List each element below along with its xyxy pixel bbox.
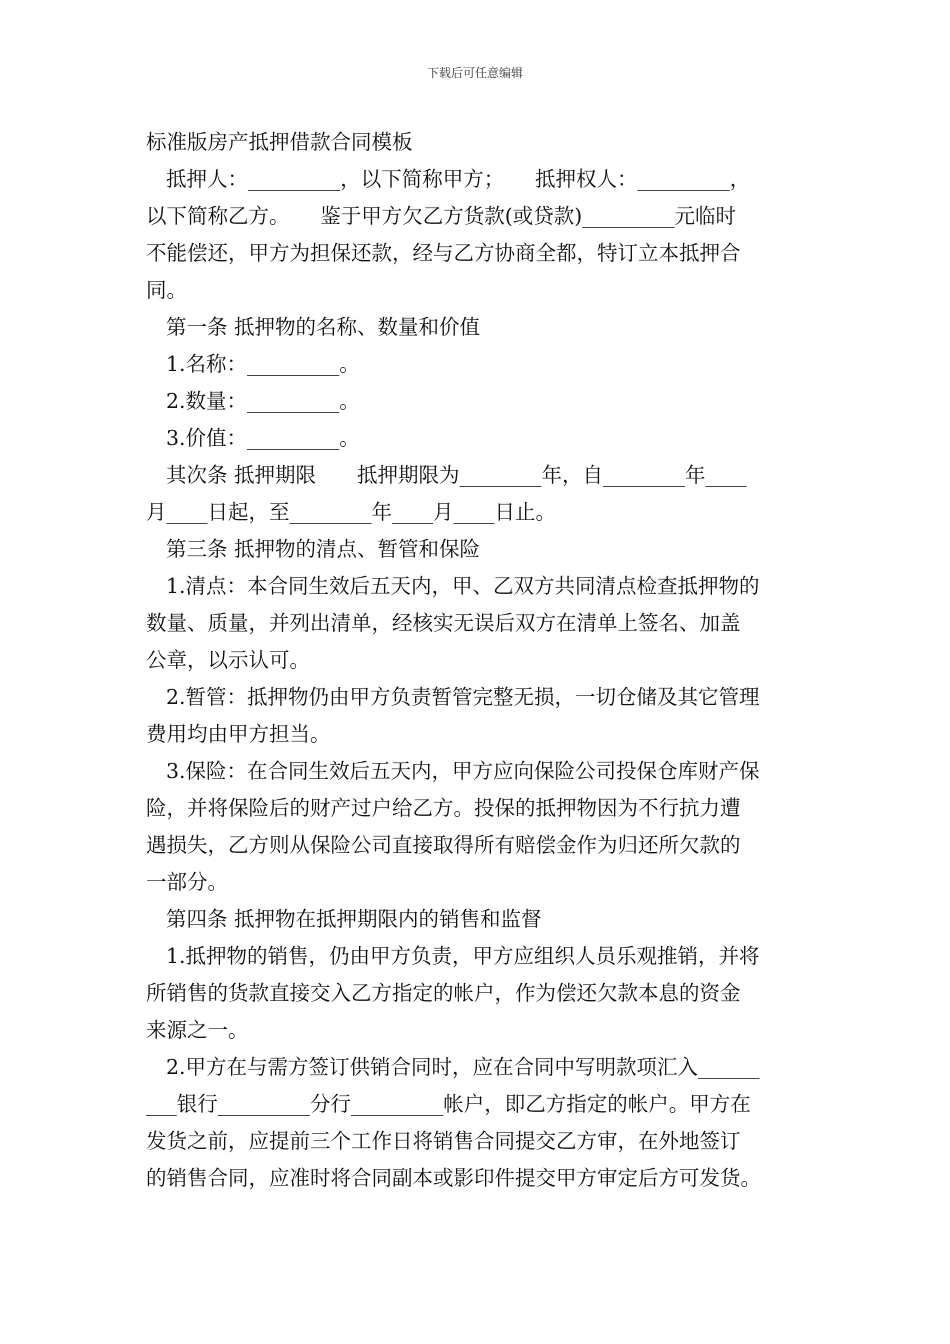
text-line: 1.抵押物的销售，仍由甲方负责，甲方应组织人员乐观推销，并将 — [166, 944, 760, 968]
text-line: 险，并将保险后的财产过户给乙方。投保的抵押物因为不行抗力遭 — [146, 796, 741, 820]
text-line: 所销售的货款直接交入乙方指定的帐户，作为偿还欠款本息的资金 — [146, 981, 741, 1005]
text-line: 抵押人：_________，以下简称甲方； 抵押权人：_________， — [166, 167, 751, 191]
document-title: 标准版房产抵押借款合同模板 — [146, 130, 413, 154]
text-line: 以下简称乙方。 鉴于甲方欠乙方货款(或贷款)_________元临时 — [146, 204, 736, 228]
text-line: 第一条 抵押物的名称、数量和价值 — [166, 315, 481, 339]
text-line: 来源之一。 — [146, 1018, 249, 1042]
text-line: 月____日起，至________年____月____日止。 — [146, 500, 556, 524]
text-line: 第三条 抵押物的清点、暂管和保险 — [166, 537, 481, 561]
text-line: 遇损失，乙方则从保险公司直接取得所有赔偿金作为归还所欠款的 — [146, 833, 741, 857]
text-line: 3.价值：_________。 — [166, 426, 360, 450]
text-line: 数量、质量，并列出清单，经核实无误后双方在清单上签名、加盖 — [146, 611, 741, 635]
page-header: 下载后可任意编辑 — [426, 66, 523, 80]
text-line: 一部分。 — [146, 870, 228, 894]
text-line: 2.暂管：抵押物仍由甲方负责暂管完整无损，一切仓储及其它管理 — [166, 685, 760, 709]
text-line: 的销售合同，应准时将合同副本或影印件提交甲方审定后方可发货。 — [146, 1166, 761, 1190]
document-body — [146, 124, 810, 1197]
text-line: 其次条 抵押期限 抵押期限为________年，自________年____ — [166, 463, 747, 487]
text-line: 同。 — [146, 278, 187, 302]
text-line: 发货之前，应提前三个工作日将销售合同提交乙方审，在外地签订 — [146, 1129, 741, 1153]
text-line: 3.保险：在合同生效后五天内，甲方应向保险公司投保仓库财产保 — [166, 759, 760, 783]
text-line: 第四条 抵押物在抵押期限内的销售和监督 — [166, 907, 542, 931]
text-line: 1.清点：本合同生效后五天内，甲、乙双方共同清点检查抵押物的 — [166, 574, 760, 598]
text-line: 费用均由甲方担当。 — [146, 722, 331, 746]
text-line: 1.名称：_________。 — [166, 352, 360, 376]
text-line: 公章，以示认可。 — [146, 648, 310, 672]
text-line: 2.甲方在与需方签订供销合同时，应在合同中写明款项汇入______ — [166, 1055, 760, 1079]
text-line: 不能偿还，甲方为担保还款，经与乙方协商全都，特订立本抵押合 — [146, 241, 741, 265]
document-lines — [146, 161, 810, 1197]
text-line: 2.数量：_________。 — [166, 389, 360, 413]
text-line: ___银行_________分行_________帐户，即乙方指定的帐户。甲方在 — [146, 1092, 751, 1116]
